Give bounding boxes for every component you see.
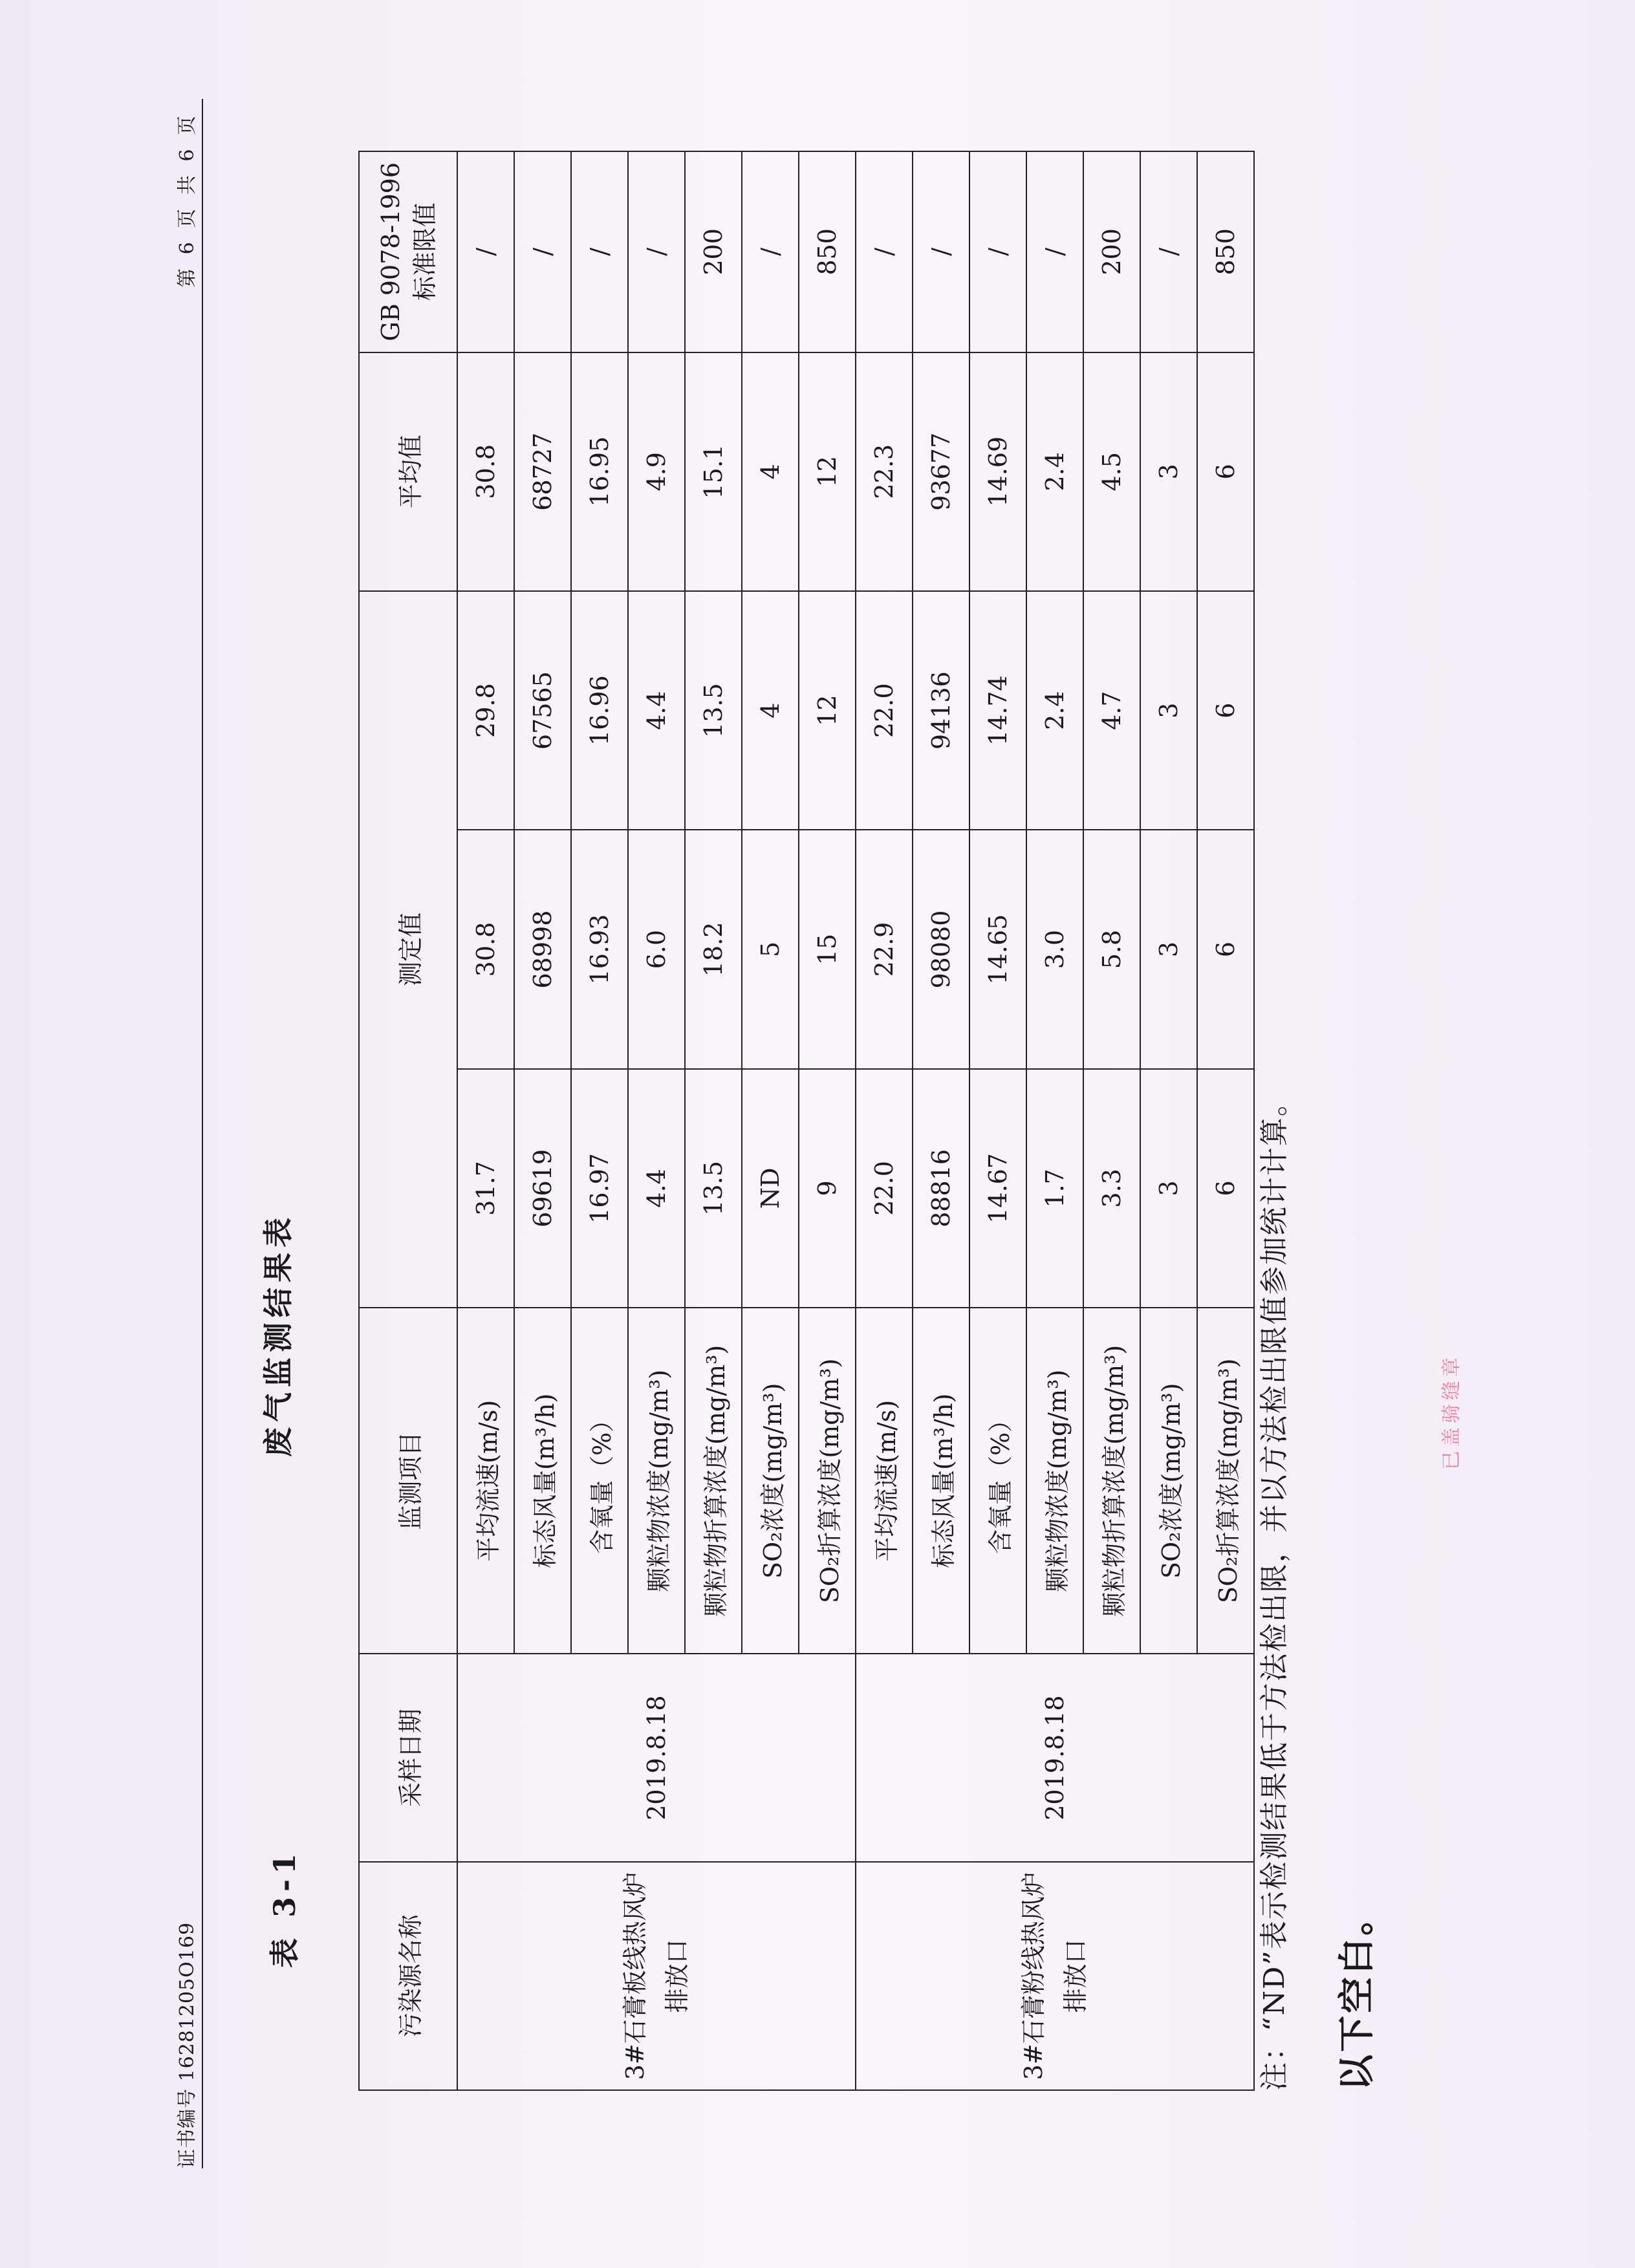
value-cell: 68998	[514, 830, 571, 1068]
item-cell: 颗粒物折算浓度(mg/m³)	[685, 1308, 742, 1654]
average-cell: 22.3	[856, 352, 913, 591]
average-cell: 16.95	[571, 352, 628, 591]
seal-stamp-mark: 已盖骑缝章	[1440, 1354, 1463, 1470]
item-cell: SO₂折算浓度(mg/m³)	[1197, 1308, 1254, 1654]
value-cell: 14.65	[969, 830, 1026, 1068]
source-name-cell	[856, 1862, 1254, 2090]
document-title	[255, 1213, 302, 1968]
value-cell: 3.3	[1083, 1069, 1140, 1308]
limit-cell: /	[742, 151, 799, 352]
value-cell: 6	[1197, 830, 1254, 1068]
limit-cell: 200	[1083, 151, 1140, 352]
average-cell: 93677	[913, 352, 969, 591]
average-cell: 4	[742, 352, 799, 591]
limit-cell: 850	[1197, 151, 1254, 352]
value-cell: 6.0	[628, 830, 685, 1068]
value-cell: 6	[1197, 591, 1254, 830]
limit-cell: 200	[685, 151, 742, 352]
page-indicator: 第 6 页 共 6 页	[176, 112, 199, 288]
table-caption: 表 3-1	[267, 1848, 302, 1968]
value-cell: 4.4	[628, 1069, 685, 1308]
source-outlet: 排放口	[663, 1939, 691, 2013]
value-cell: 5.8	[1083, 830, 1140, 1068]
results-title: 废气监测结果表	[261, 1213, 296, 1457]
results-table	[358, 151, 1255, 2091]
value-cell: 4.7	[1083, 591, 1140, 830]
item-cell: 标态风量(m³/h)	[913, 1308, 969, 1654]
value-cell: 30.8	[457, 830, 514, 1068]
item-cell: 平均流速(m/s)	[856, 1308, 913, 1654]
value-cell: 14.74	[969, 591, 1026, 830]
value-cell: 6	[1197, 1069, 1254, 1308]
item-cell: SO₂浓度(mg/m³)	[1140, 1308, 1197, 1654]
value-cell: 16.97	[571, 1069, 628, 1308]
header-source: 污染源名称	[359, 1862, 457, 2090]
value-cell: 22.0	[856, 591, 913, 830]
item-cell: SO₂浓度(mg/m³)	[742, 1308, 799, 1654]
item-cell: 平均流速(m/s)	[457, 1308, 514, 1654]
average-cell: 12	[799, 352, 856, 591]
item-cell: 标态风量(m³/h)	[514, 1308, 571, 1654]
value-cell: 3	[1140, 1069, 1197, 1308]
table-row	[856, 151, 913, 2090]
item-cell: 颗粒物浓度(mg/m³)	[1026, 1308, 1083, 1654]
limit-cell: 850	[799, 151, 856, 352]
value-cell: 29.8	[457, 591, 514, 830]
header-limit	[359, 151, 457, 352]
source-name-cell	[457, 1862, 856, 2090]
limit-cell: /	[969, 151, 1026, 352]
value-cell: 4	[742, 591, 799, 830]
average-cell: 6	[1197, 352, 1254, 591]
average-cell: 15.1	[685, 352, 742, 591]
value-cell: 12	[799, 591, 856, 830]
certificate-number: 证书编号 16281205O169	[176, 1921, 199, 2168]
value-cell: 9	[799, 1069, 856, 1308]
value-cell: 22.0	[856, 1069, 913, 1308]
value-cell: 15	[799, 830, 856, 1068]
source-name: 3#石膏粉线热风炉	[1019, 1872, 1048, 2080]
limit-cell: /	[571, 151, 628, 352]
limit-cell: /	[1026, 151, 1083, 352]
value-cell: 13.5	[685, 1069, 742, 1308]
average-cell: 14.69	[969, 352, 1026, 591]
average-cell: 3	[1140, 352, 1197, 591]
value-cell: ND	[742, 1069, 799, 1308]
header-limit-standard: GB 9078-1996	[376, 162, 405, 341]
value-cell: 31.7	[457, 1069, 514, 1308]
value-cell: 67565	[514, 591, 571, 830]
source-name: 3#石膏板线热风炉	[621, 1872, 650, 2080]
item-cell: 含氧量（%）	[571, 1308, 628, 1654]
header-rule	[202, 99, 203, 2168]
header-date: 采样日期	[359, 1654, 457, 1861]
sample-date: 2019.8.18	[457, 1654, 856, 1861]
value-cell: 3.0	[1026, 830, 1083, 1068]
limit-cell: /	[856, 151, 913, 352]
sample-date: 2019.8.18	[856, 1654, 1254, 1861]
value-cell: 22.9	[856, 830, 913, 1068]
average-cell: 68727	[514, 352, 571, 591]
item-cell: 颗粒物浓度(mg/m³)	[628, 1308, 685, 1654]
average-cell: 4.5	[1083, 352, 1140, 591]
average-cell: 4.9	[628, 352, 685, 591]
value-cell: 18.2	[685, 830, 742, 1068]
limit-cell: /	[1140, 151, 1197, 352]
average-cell: 2.4	[1026, 352, 1083, 591]
value-cell: 1.7	[1026, 1069, 1083, 1308]
source-outlet: 排放口	[1061, 1939, 1090, 2013]
value-cell: 94136	[913, 591, 969, 830]
item-cell: SO₂折算浓度(mg/m³)	[799, 1308, 856, 1654]
header-measured: 测定值	[359, 591, 457, 1308]
value-cell: 98080	[913, 830, 969, 1068]
header-average: 平均值	[359, 352, 457, 591]
value-cell: 3	[1140, 830, 1197, 1068]
item-cell: 颗粒物折算浓度(mg/m³)	[1083, 1308, 1140, 1654]
rotated-document-sheet	[171, 99, 1464, 2168]
end-of-content-text: 以下空白。	[1336, 1897, 1378, 2091]
header-item: 监测项目	[359, 1308, 457, 1654]
value-cell: 5	[742, 830, 799, 1068]
value-cell: 14.67	[969, 1069, 1026, 1308]
table-header-row	[359, 151, 457, 2090]
average-cell: 30.8	[457, 352, 514, 591]
value-cell: 4.4	[628, 591, 685, 830]
value-cell: 69619	[514, 1069, 571, 1308]
value-cell: 88816	[913, 1069, 969, 1308]
value-cell: 3	[1140, 591, 1197, 830]
limit-cell: /	[457, 151, 514, 352]
item-cell: 含氧量（%）	[969, 1308, 1026, 1654]
table-row	[457, 151, 514, 2090]
value-cell: 13.5	[685, 591, 742, 830]
limit-cell: /	[913, 151, 969, 352]
value-cell: 16.96	[571, 591, 628, 830]
header-limit-label: 标准限值	[410, 202, 439, 301]
limit-cell: /	[514, 151, 571, 352]
table-note: 注：“ND”表示检测结果低于方法检出限，并以方法检出限值参加统计计算。	[1258, 1086, 1291, 2091]
limit-cell: /	[628, 151, 685, 352]
value-cell: 2.4	[1026, 591, 1083, 830]
value-cell: 16.93	[571, 830, 628, 1068]
